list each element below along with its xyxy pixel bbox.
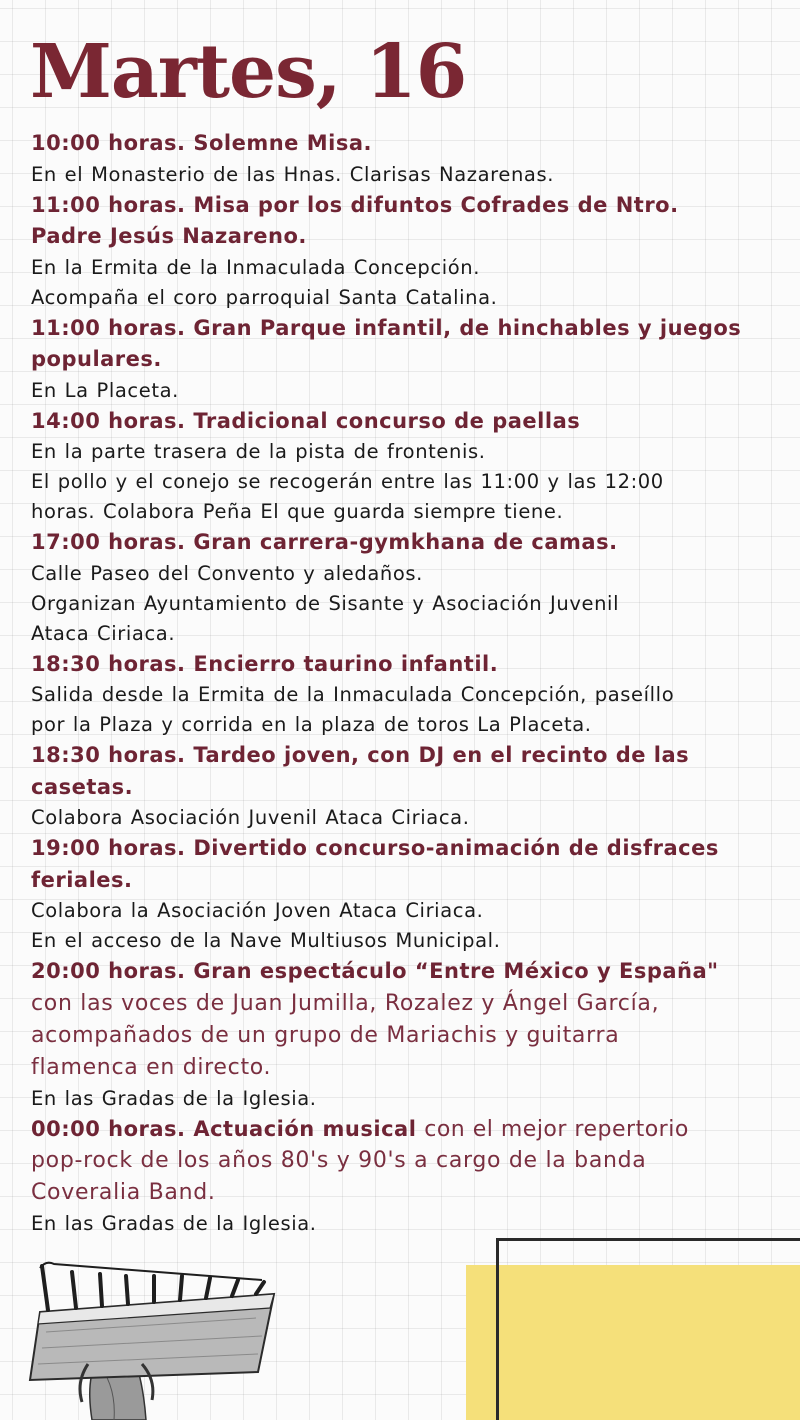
bed-race-drawing [26, 1252, 286, 1420]
event-0000-actuacion [31, 1114, 783, 1240]
event-detail: En las Gradas de la Iglesia. [31, 1212, 317, 1235]
event-heading: 18:30 horas. Tardeo joven, con DJ en el recinto de las [31, 743, 690, 767]
page-title: Martes, 16 [30, 29, 467, 115]
event-detail: por la Plaza y corrida en la plaza de toros La Placeta. [31, 713, 592, 736]
event-heading: 00:00 horas. Actuación musical [31, 1116, 417, 1141]
event-heading: 19:00 horas. Divertido concurso-animación de disfraces [31, 836, 719, 860]
event-heading: 10:00 horas. Solemne Misa. [31, 131, 372, 155]
event-description: acompañados de un grupo de Mariachis y guitarra [31, 1022, 620, 1048]
frame-line-decoration [496, 1238, 800, 1420]
event-heading-line [31, 1114, 783, 1146]
event-detail: En la Ermita de la Inmaculada Concepción. [31, 255, 481, 279]
event-1400-paellas [31, 406, 783, 528]
event-detail: El pollo y el conejo se recogerán entre las 11:00 y las 12:00 [31, 470, 664, 493]
event-heading: populares. [31, 347, 162, 371]
event-1830-encierro [31, 649, 783, 741]
event-heading: Padre Jesús Nazareno. [31, 224, 307, 248]
event-heading: 11:00 horas. Misa por los difuntos Cofrades de Ntro. [31, 192, 679, 217]
event-detail: En la parte trasera de la pista de frontenis. [31, 440, 486, 463]
event-1830-tardeo [31, 740, 783, 833]
event-heading: 14:00 horas. Tradicional concurso de paellas [31, 408, 581, 433]
event-detail: En La Placeta. [31, 378, 179, 402]
event-detail: Organizan Ayuntamiento de Sisante y Asociación Juvenil [31, 591, 620, 615]
event-1000-misa [31, 128, 783, 190]
event-heading: casetas. [31, 774, 134, 799]
event-1700-carrera [31, 527, 783, 649]
event-detail: Colabora Asociación Juvenil Ataca Ciriaca. [31, 806, 470, 829]
event-detail: En el acceso de la Nave Multiusos Municipal. [31, 929, 501, 952]
event-detail: horas. Colabora Peña El que guarda siempre tiene. [31, 500, 564, 523]
event-heading-continuation: con el mejor repertorio [424, 1116, 689, 1142]
event-detail: En las Gradas de la Iglesia. [31, 1086, 317, 1110]
event-heading: 18:30 horas. Encierro taurino infantil. [31, 651, 499, 676]
event-detail: Salida desde la Ermita de la Inmaculada Concepción, paseíllo [31, 683, 675, 706]
event-detail: Acompaña el coro parroquial Santa Catalina. [31, 285, 498, 309]
program-list [31, 128, 783, 1239]
event-1900-disfraces [31, 833, 783, 956]
event-heading: feriales. [31, 867, 133, 892]
event-1100-difuntos [31, 190, 783, 313]
event-heading: 17:00 horas. Gran carrera-gymkhana de camas. [31, 530, 618, 554]
event-description: pop-rock de los años 80's y 90's a cargo de la banda [31, 1148, 647, 1173]
event-description: flamenca en directo. [31, 1054, 272, 1080]
event-heading: 11:00 horas. Gran Parque infantil, de hinchables y juegos [31, 315, 742, 340]
event-description: con las voces de Juan Jumilla, Rozalez y Ángel García, [31, 990, 660, 1016]
event-2000-espectaculo [31, 956, 783, 1114]
event-detail: Ataca Ciriaca. [31, 621, 176, 645]
event-detail: Colabora la Asociación Joven Ataca Ciriaca. [31, 899, 484, 922]
event-1100-parque [31, 313, 783, 406]
event-detail: En el Monasterio de las Hnas. Clarisas Nazarenas. [31, 162, 555, 186]
event-description: Coveralia Band. [31, 1180, 216, 1205]
event-heading: 20:00 horas. Gran espectáculo “Entre México y España" [31, 959, 719, 983]
event-detail: Calle Paseo del Convento y aledaños. [31, 561, 423, 585]
